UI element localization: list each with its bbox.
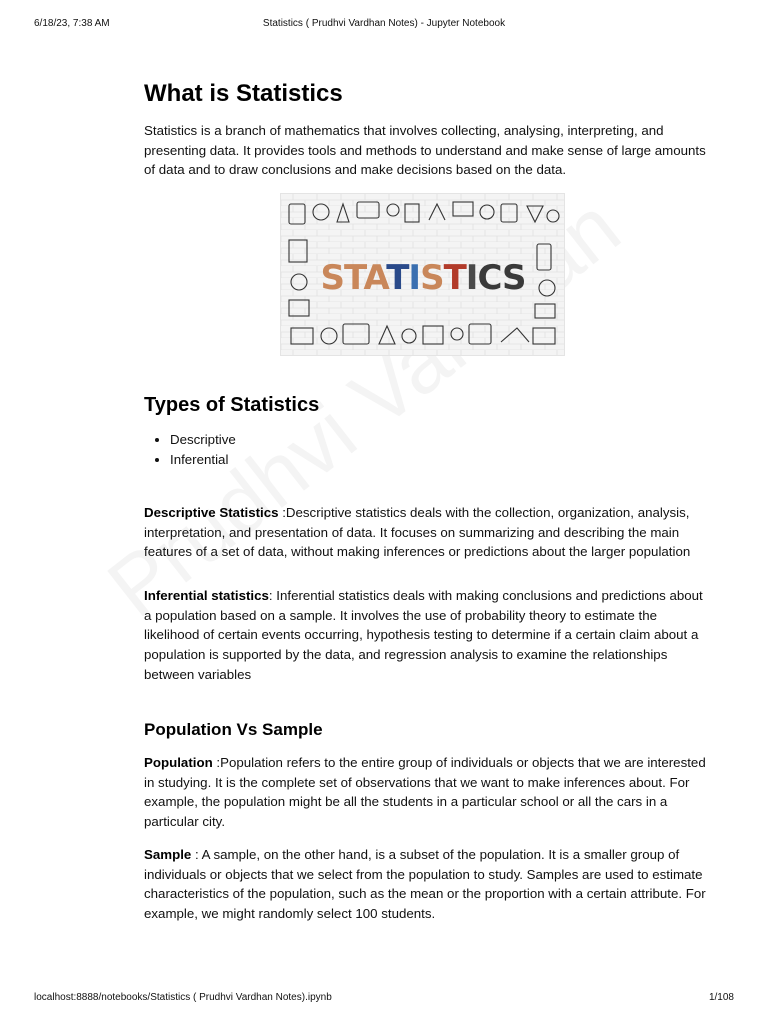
print-date: 6/18/23, 7:38 AM bbox=[34, 18, 110, 29]
body-descriptive: :Descriptive statistics deals with the collection, organization, analysis, interpretation, and presentation of data. It focuses on summarizing and describing the main features of a set of data, without making inferences or predictions about the larger population bbox=[144, 505, 691, 560]
statistics-illustration bbox=[280, 193, 565, 356]
type-item-inferential: • Inferential bbox=[170, 450, 236, 470]
para-population bbox=[144, 753, 710, 832]
print-header bbox=[34, 18, 734, 32]
term-descriptive: Descriptive Statistics bbox=[144, 505, 279, 520]
statistics-letter: S bbox=[502, 258, 526, 298]
statistics-letter: T bbox=[386, 258, 409, 298]
statistics-word-text bbox=[320, 258, 525, 298]
heading-population-vs-sample: Population Vs Sample bbox=[144, 720, 323, 739]
term-population: Population bbox=[144, 755, 213, 770]
print-footer bbox=[34, 992, 734, 1006]
page-number: 1/108 bbox=[708, 992, 734, 1003]
statistics-word bbox=[320, 258, 525, 298]
body-sample: : A sample, on the other hand, is a subset of the population. It is a smaller group of individuals or objects that we select from the population to study. Samples are used to estimate characteristics of the population, such as the mean or the proportion with a certain attribute. For example, we might randomly select 100 students. bbox=[144, 847, 706, 922]
body-inferential: : Inferential statistics deals with making conclusions and predictions about a population based on a sample. It involves the use of probability theory to estimate the likelihood of certain events occurring, hypothesis testing to determine if a certain claim about a population is supported by the data, and regression analysis to examine the relationships between variables bbox=[144, 588, 703, 682]
statistics-letter: T bbox=[443, 258, 466, 298]
statistics-letter: S bbox=[420, 258, 444, 298]
types-list bbox=[170, 430, 236, 470]
print-url: localhost:8888/notebooks/Statistics ( Prudhvi Vardhan Notes).ipynb bbox=[34, 992, 332, 1003]
type-item-descriptive: • Descriptive bbox=[170, 430, 236, 450]
statistics-letter: T bbox=[343, 258, 364, 298]
statistics-illustration-art bbox=[281, 194, 565, 356]
term-inferential: Inferential statistics bbox=[144, 588, 269, 603]
body-population: :Population refers to the entire group of individuals or objects that we are interested in studying. It is the complete set of observations that we want to make inferences about. For example, the population might be all the students in a particular school or all the cars in a particular city. bbox=[144, 755, 706, 830]
heading-types-of-statistics: Types of Statistics bbox=[144, 394, 320, 416]
statistics-letter: S bbox=[320, 258, 344, 298]
print-title: Statistics ( Prudhvi Vardhan Notes) - Jupyter Notebook bbox=[262, 18, 506, 29]
heading-what-is-statistics: What is Statistics bbox=[144, 80, 343, 107]
statistics-letter: I bbox=[408, 258, 421, 298]
statistics-letter: A bbox=[363, 258, 387, 298]
statistics-letter: C bbox=[477, 258, 503, 298]
para-what-is-statistics: Statistics is a branch of mathematics that involves collecting, analysing, interpreting, and presenting data. It provides tools and methods to understand and make sense of large amounts of data and to draw conclusions and make decisions based on the data. bbox=[144, 123, 706, 178]
para-sample bbox=[144, 845, 710, 924]
para-descriptive bbox=[144, 503, 710, 562]
para-inferential bbox=[144, 586, 710, 685]
statistics-letter: I bbox=[465, 258, 478, 298]
term-sample: Sample bbox=[144, 847, 192, 862]
